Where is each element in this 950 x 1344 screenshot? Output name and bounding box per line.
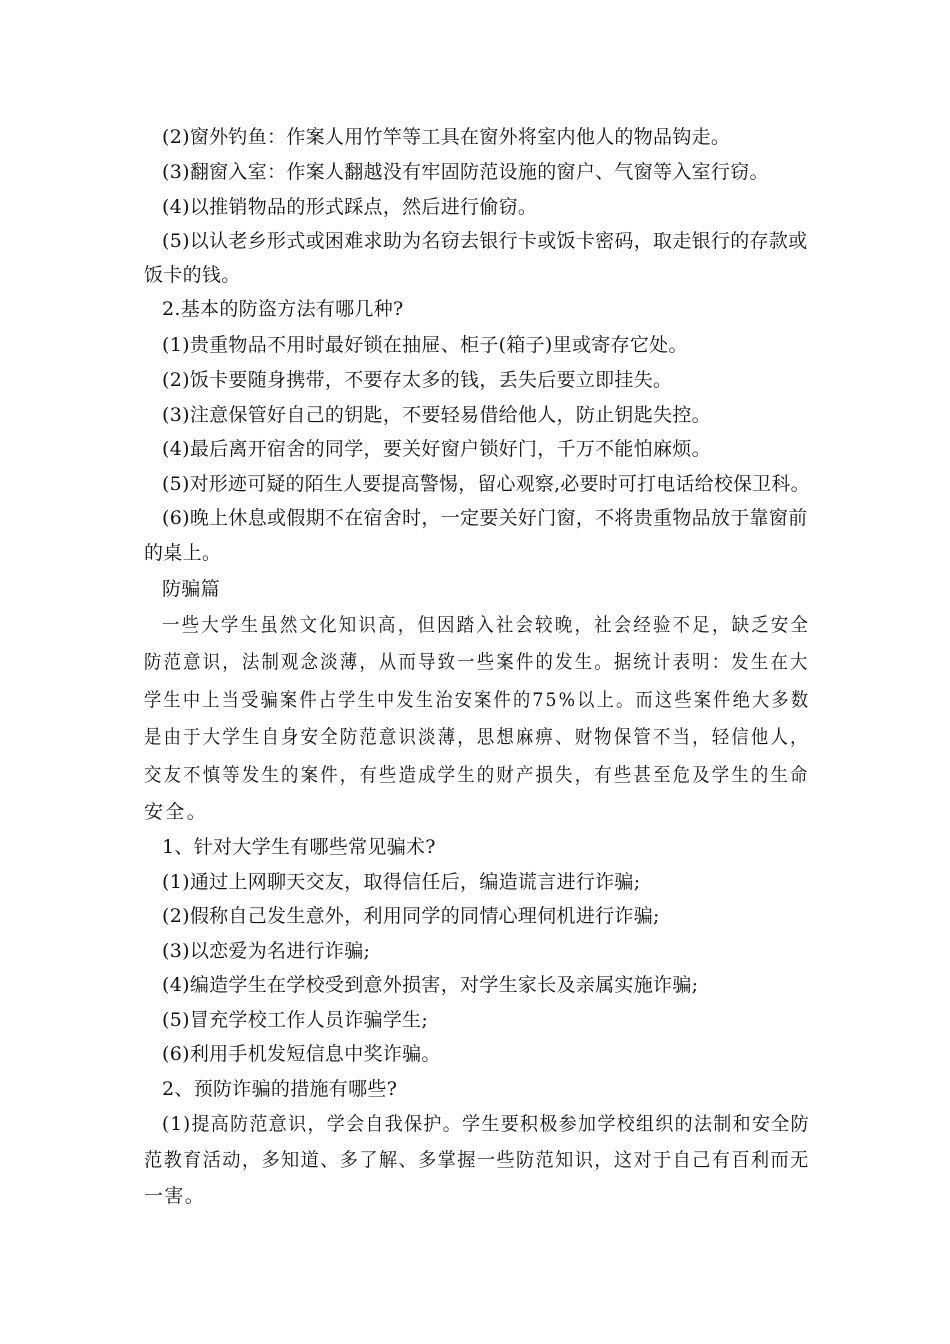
- paragraph-line: (1)提高防范意识，学会自我保护。学生要积极参加学校组织的法制和安全防: [162, 1113, 810, 1135]
- section-title: 防骗篇: [162, 578, 220, 600]
- paragraph-line: 范教育活动，多知道、多了解、多掌握一些防范知识，这对于自己有百利而无: [144, 1149, 810, 1171]
- paragraph-line: (4)编造学生在学校受到意外损害，对学生家长及亲属实施诈骗;: [162, 974, 699, 996]
- paragraph-line: 交友不慎等发生的案件，有些造成学生的财产损失，有些甚至危及学生的生命: [144, 764, 810, 786]
- paragraph-line: (5)以认老乡形式或困难求助为名窃去银行卡或饭卡密码，取走银行的存款或: [162, 230, 808, 252]
- paragraph-line: (5)对形迹可疑的陌生人要提高警惕，留心观察,必要时可打电话给校保卫科。: [162, 473, 810, 495]
- paragraph-line: (4)最后离开宿舍的同学，要关好窗户锁好门，千万不能怕麻烦。: [162, 438, 711, 460]
- paragraph-line: (1)通过上网聊天交友，取得信任后，编造谎言进行诈骗;: [162, 871, 641, 893]
- paragraph-line: 一害。: [144, 1185, 206, 1207]
- paragraph-line: (3)注意保管好自己的钥匙，不要轻易借给他人，防止钥匙失控。: [162, 404, 711, 426]
- paragraph-line: 饭卡的钱。: [144, 264, 241, 286]
- paragraph-line: (2)饭卡要随身携带，不要存太多的钱，丢失后要立即挂失。: [162, 369, 673, 391]
- paragraph-line: (6)利用手机发短信息中奖诈骗。: [162, 1043, 441, 1065]
- paragraph-line: 安全。: [144, 801, 209, 823]
- paragraph-line: (3)以恋爱为名进行诈骗;: [162, 940, 371, 962]
- paragraph-line: (6)晚上休息或假期不在宿舍时，一定要关好门窗，不将贵重物品放于靠窗前: [162, 507, 808, 529]
- paragraph-line: 的桌上。: [144, 542, 222, 564]
- paragraph-line: 学生中上当受骗案件占学生中发生治安案件的75%以上。而这些案件绝大多数: [144, 689, 811, 711]
- section-heading: 2、预防诈骗的措施有哪些?: [162, 1078, 398, 1100]
- paragraph-line: (1)贵重物品不用时最好锁在抽屉、柜子(箱子)里或寄存它处。: [162, 334, 688, 356]
- paragraph-line: (2)窗外钓鱼：作案人用竹竿等工具在窗外将室内他人的物品钩走。: [162, 126, 731, 148]
- paragraph-line: (3)翻窗入室：作案人翻越没有牢固防范设施的窗户、气窗等入室行窃。: [162, 161, 769, 183]
- section-heading: 1、针对大学生有哪些常见骗术?: [162, 836, 436, 858]
- paragraph-line: 一些大学生虽然文化知识高，但因踏入社会较晚，社会经验不足，缺乏安全: [162, 614, 811, 636]
- paragraph-line: (4)以推销物品的形式踩点，然后进行偷窃。: [162, 196, 538, 218]
- paragraph-line: (5)冒充学校工作人员诈骗学生;: [162, 1009, 429, 1031]
- paragraph-line: 是由于大学生自身安全防范意识淡薄，思想麻痹、财物保管不当，轻信他人，: [144, 726, 810, 748]
- section-heading: 2.基本的防盗方法有哪几种?: [162, 298, 404, 320]
- paragraph-line: 防范意识，法制观念淡薄，从而导致一些案件的发生。据统计表明：发生在大: [144, 651, 810, 673]
- paragraph-line: (2)假称自己发生意外，利用同学的同情心理伺机进行诈骗;: [162, 905, 660, 927]
